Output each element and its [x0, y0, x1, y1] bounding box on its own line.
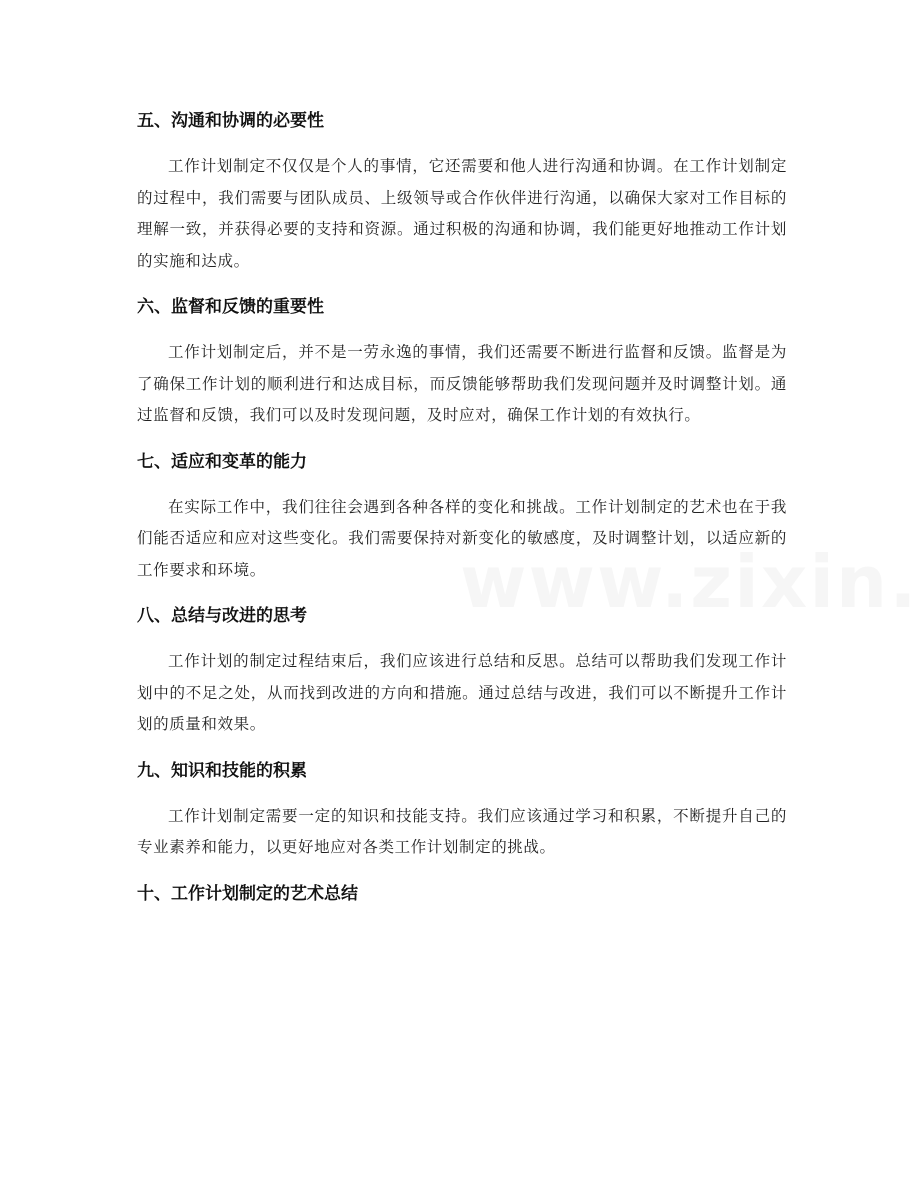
section-paragraph-5: 工作计划制定不仅仅是个人的事情，它还需要和他人进行沟通和协调。在工作计划制定的过程中，我们需要与团队成员、上级领导或合作伙伴进行沟通，以确保大家对工作目标的理解一致，并获得必要的支持和资源。通过积极的沟通和协调，我们能更好地推动工作计划的实施和达成。: [137, 157, 787, 270]
section-heading-8: 八、总结与改进的思考: [137, 606, 307, 626]
section-heading-9: 九、知识和技能的积累: [137, 760, 307, 781]
section-heading-5: 五、沟通和协调的必要性: [137, 111, 324, 131]
section-paragraph-6: 工作计划制定后，并不是一劳永逸的事情，我们还需要不断进行监督和反馈。监督是为了确保工作计划的顺利进行和达成目标，而反馈能够帮助我们发现问题并及时调整计划。通过监督和反馈，我们可以及时发现问题，及时应对，确保工作计划的有效执行。: [137, 343, 787, 424]
section-heading-7: 七、适应和变革的能力: [137, 451, 307, 472]
section-heading-10: 十、工作计划制定的艺术总结: [137, 883, 358, 904]
section-heading-6: 六、监督和反馈的重要性: [137, 297, 324, 317]
section-paragraph-8: 工作计划的制定过程结束后，我们应该进行总结和反思。总结可以帮助我们发现工作计划中的不足之处，从而找到改进的方向和措施。通过总结与改进，我们可以不断提升工作计划的质量和效果。: [137, 652, 787, 733]
document-content: [137, 103, 787, 924]
section-paragraph-7: 在实际工作中，我们往往会遇到各种各样的变化和挑战。工作计划制定的艺术也在于我们能否适应和应对这些变化。我们需要保持对新变化的敏感度，及时调整计划，以适应新的工作要求和环境。: [137, 497, 787, 579]
section-paragraph-9: 工作计划制定需要一定的知识和技能支持。我们应该通过学习和积累，不断提升自己的专业素养和能力，以更好地应对各类工作计划制定的挑战。: [137, 806, 787, 856]
